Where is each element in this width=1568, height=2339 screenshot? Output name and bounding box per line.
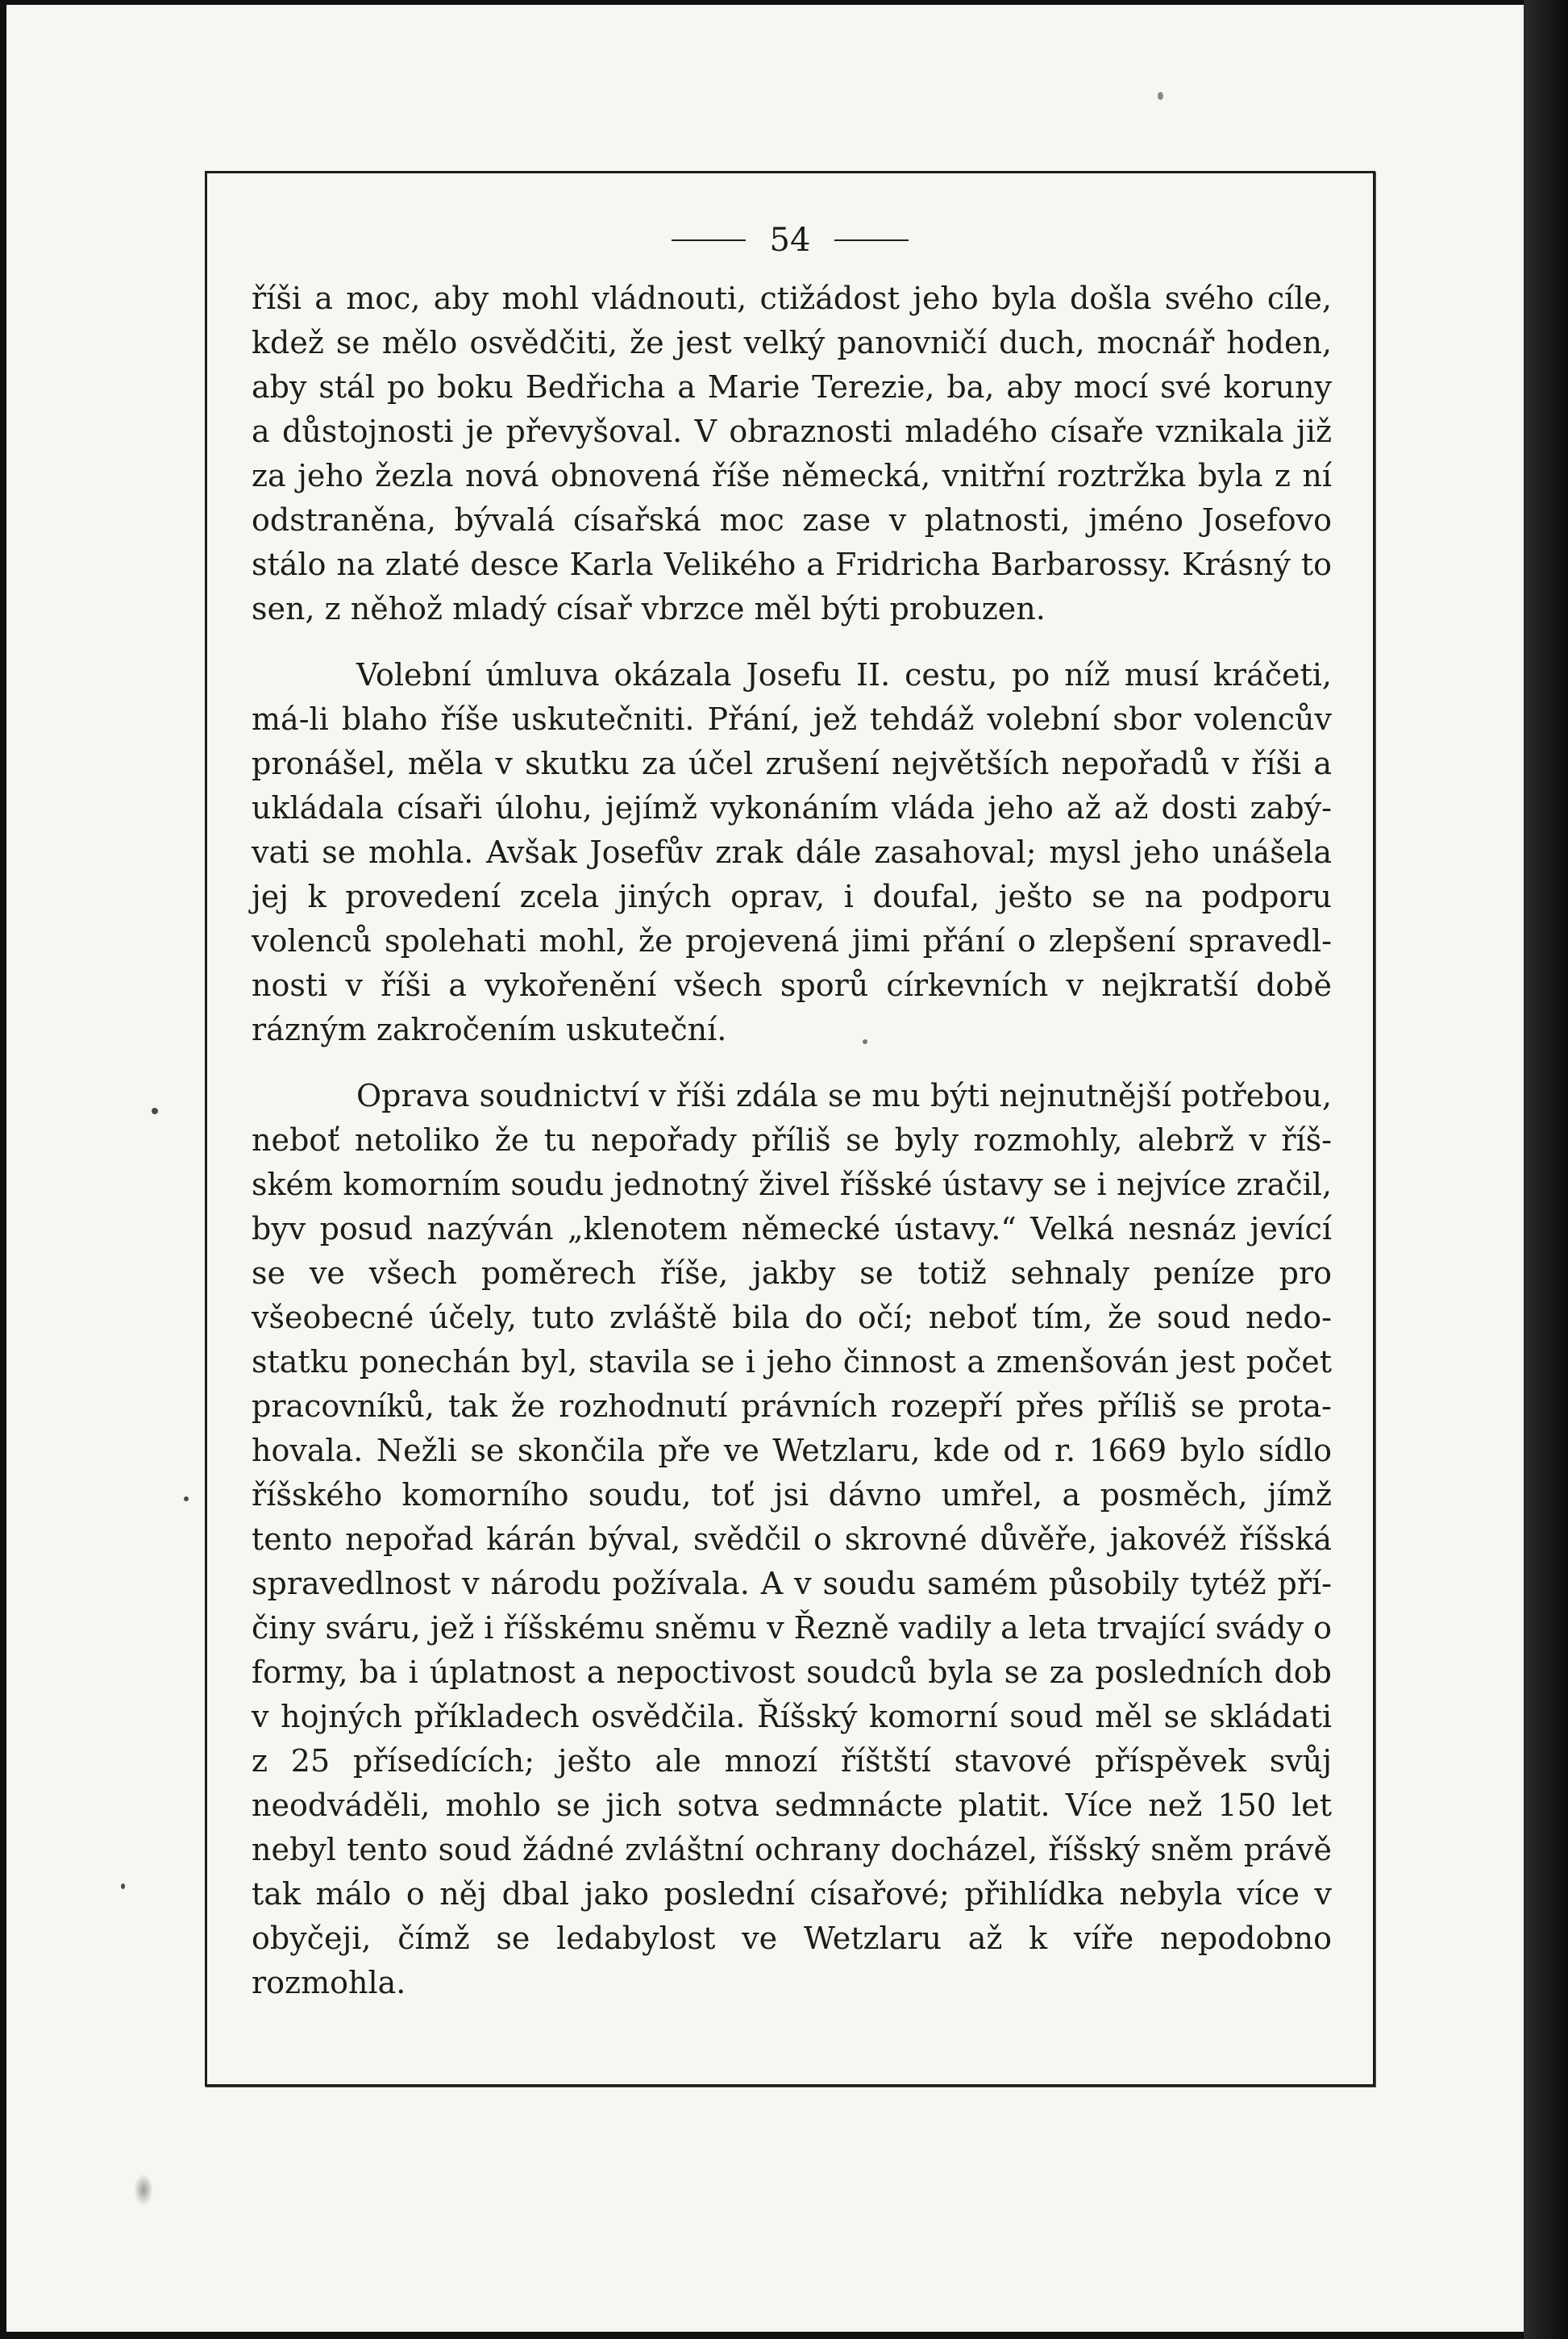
scan-speck xyxy=(121,1883,125,1889)
page-header xyxy=(207,220,1373,260)
page-number: 54 xyxy=(769,222,811,259)
header-rule-right xyxy=(834,239,909,241)
scan-speck xyxy=(152,1108,158,1114)
scan-smudge xyxy=(134,2174,153,2206)
paragraph-3: Oprava soudnictví v říši zdála se mu býti nejnutnější potřebou, neboť netoliko že tu nepořady příliš se byly rozmohly, alebrž v říšském komorním soudu jednotný živel říšské ústavy se i nejvíce zračil, byv posud nazýván „klenotem německé ústavy.“ Velká nesnáz jevící se ve všech poměrech říše, jakby se totiž sehnaly peníze pro všeobecné účely, tuto zvláště bila do očí; neboť tím, že soud nedostatku ponechán byl, stavila se i jeho činnost a zmenšován jest počet pracovníků, tak že rozhodnutí právních rozepří přes příliš se protahovala. Nežli se skončila pře ve Wetzlaru, kde od r. 1669 bylo sídlo říšského komorního soudu, toť jsi dávno umřel, a posměch, jímž tento nepořad kárán býval, svědčil o skrovné důvěře, jakovéž říšská spravedlnost v národu požívala. A v soudu samém působily tytéž příčiny sváru, jež i říšskému sněmu v Řezně vadily a leta trvající svády o formy, ba i úplatnost a nepoctivost soudců byla se za posledních dob v hojných příkladech osvědčila. Říšský komorní soud měl se skládati z 25 přísedících; ješto ale mnozí říštští stavové příspěvek svůj neodváděli, mohlo se jich sotva sedmnácte platit. Více než 150 let nebyl tento soud žádné zvláštní ochrany docházel, říšský sněm právě tak málo o něj dbal jako poslední císařové; přihlídka nebyla více v obyčeji, čímž se ledabylost ve Wetzlaru až k víře nepodobno rozmohla. xyxy=(252,1078,1332,2000)
paragraph-2: Volební úmluva okázala Josefu II. cestu, po níž musí kráčeti, má-li blaho říše uskutečniti. Přání, jež tehdáž volební sbor volencův pronášel, měla v skutku za účel zrušení největších nepořadů v říši a ukládala císaři úlohu, jejímž vykonáním vláda jeho až až dosti zabývati se mohla. Avšak Josefův zrak dále zasahoval; mysl jeho unášela jej k provedení zcela jiných oprav, i doufal, ješto se na podporu volenců spolehati mohl, že projevená jimi přání o zlepšení spravedlnosti v říši a vykořenění všech sporů církevních v nejkratší době rázným zakročením uskuteční. xyxy=(252,657,1332,1047)
header-rule-left xyxy=(672,239,746,241)
body-text xyxy=(252,277,1332,2005)
page-sheet xyxy=(6,5,1527,2332)
scan-speck xyxy=(184,1496,189,1501)
scan-dark-edge xyxy=(1524,0,1568,2339)
scan-speck xyxy=(1158,92,1163,100)
text-frame xyxy=(205,171,1375,2087)
paragraph-1: říši a moc, aby mohl vládnouti, ctižádost jeho byla došla svého cíle, kdež se mělo osvědčiti, že jest velký panovničí duch, mocnář hoden, aby stál po boku Bedřicha a Marie Terezie, ba, aby mocí své koruny a důstojnosti je převyšoval. V obraznosti mladého císaře vznikala již za jeho žezla nová obnovená říše německá, vnitřní roztržka byla z ní odstraněna, bývalá císařská moc zase v platnosti, jméno Josefovo stálo na zlaté desce Karla Velikého a Fridricha Barbarossy. Krásný to sen, z něhož mladý císař vbrzce měl býti probuzen. xyxy=(252,281,1332,626)
